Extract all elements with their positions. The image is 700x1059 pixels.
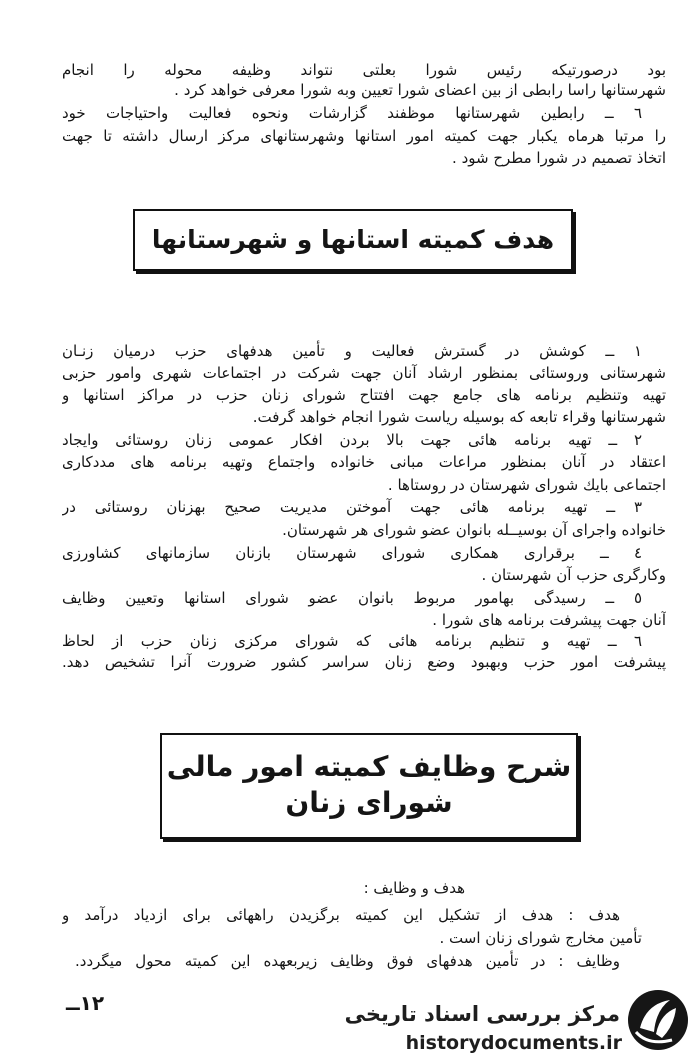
section-title: هدف کمیته استانها و شهرستانها <box>151 225 555 254</box>
subheading: هدف و وظایف : <box>363 879 465 897</box>
paragraph-line: ٦ ــ رابطین شهرستانها موظفند گزارشات ونحوه فعالیت واحتیاجات خود <box>62 104 642 122</box>
list-item-line: تهیه وتنظیم برنامه های جامع جهت افتتاح شورای زنان حزب در مراکز استانها و <box>62 386 666 404</box>
page-number: ١٢ــ <box>66 991 105 1015</box>
paragraph-line: را مرتبا هرماه یکبار جهت کمیته امور استانها وشهرستانهای مرکز ارسال داشته تا جهت <box>62 127 666 145</box>
list-item-line: ٦ ــ تهیه و تنظیم برنامه هائی که شورای مرکزی زنان حزب از لحاظ <box>62 632 642 650</box>
paragraph-line: تأمین مخارج شورای زنان است . <box>439 929 642 947</box>
list-item-line: ٥ ــ رسیدگی بهامور مربوط بانوان عضو شورای استانها وتعیین وظایف <box>62 589 642 607</box>
section-title-box <box>133 209 573 271</box>
paragraph-line: هدف : هدف از تشکیل این کمیته برگزیدن راههائی برای ازدیاد درآمد و <box>62 906 620 924</box>
section-title: شرح وظایف کمیته امور مالی <box>166 750 572 783</box>
section-title-box <box>160 733 578 839</box>
paragraph-line: اتخاذ تصمیم در شورا مطرح شود . <box>452 149 666 167</box>
list-item-line: ٢ ــ تهیه برنامه هائی جهت بالا بردن افکار عمومی زنان روستائی وایجاد <box>62 431 642 449</box>
archive-logo-icon <box>626 988 690 1052</box>
list-item-line: ٤ ــ برقراری همکاری شورای شهرستان بازنان سازمانهای کشاورزی <box>62 544 642 562</box>
list-item-line: خانواده واجرای آن بوسیــله بانوان عضو شورای هر شهرستان. <box>282 521 666 539</box>
section-subtitle: شورای زنان <box>285 786 453 819</box>
list-item-line: شهرستانی وروستائی بمنظور ارشاد آنان جهت شرکت در اجتماعات شهری وامور حزبی <box>62 364 666 382</box>
list-item-line: اجتماعی بایك شورای شهرستان در روستاها . <box>387 476 666 494</box>
list-item-line: ١ ــ کوشش در گسترش فعالیت و تأمین هدفهای حزب درمیان زنـان <box>62 342 642 360</box>
watermark-site: historydocuments.ir <box>405 1032 622 1054</box>
list-item-line: وکارگری حزب آن شهرستان . <box>481 566 666 584</box>
list-item-line: آنان جهت پیشرفت برنامه های شورا . <box>432 611 666 629</box>
list-item-line: پیشرفت امور حزب وبهبود وضع زنان سراسر کشور ضرورت آنرا تشخیص دهد. <box>62 653 666 671</box>
paragraph-line: شهرستانها راسا رابطی از بین اعضای شورا تعیین وبه شورا معرفی خواهد کرد . <box>174 81 666 99</box>
list-item-line: ٣ ــ تهیه برنامه هائی جهت آموختن مدیریت صحیح بهزنان روستائی در <box>62 498 642 516</box>
paragraph-line: بود درصورتیکه رئیس شورا بعلتی نتواند وظیفه محوله را انجام <box>62 63 666 79</box>
watermark-name: مرکز بررسی اسناد تاریخی <box>344 1002 620 1026</box>
list-item-line: اعتقاد در آنان بمنظور مراعات مبانی خانواده واجتماع وتهیه برنامه های مددکاری <box>62 453 666 471</box>
list-item-line: شهرستانها وقراء تابعه که بوسیله ریاست شورا انجام خواهد گرفت. <box>252 408 666 426</box>
paragraph-line: وظایف : در تأمین هدفهای فوق وظایف زیربعهده این کمیته محول میگردد. <box>75 952 620 970</box>
